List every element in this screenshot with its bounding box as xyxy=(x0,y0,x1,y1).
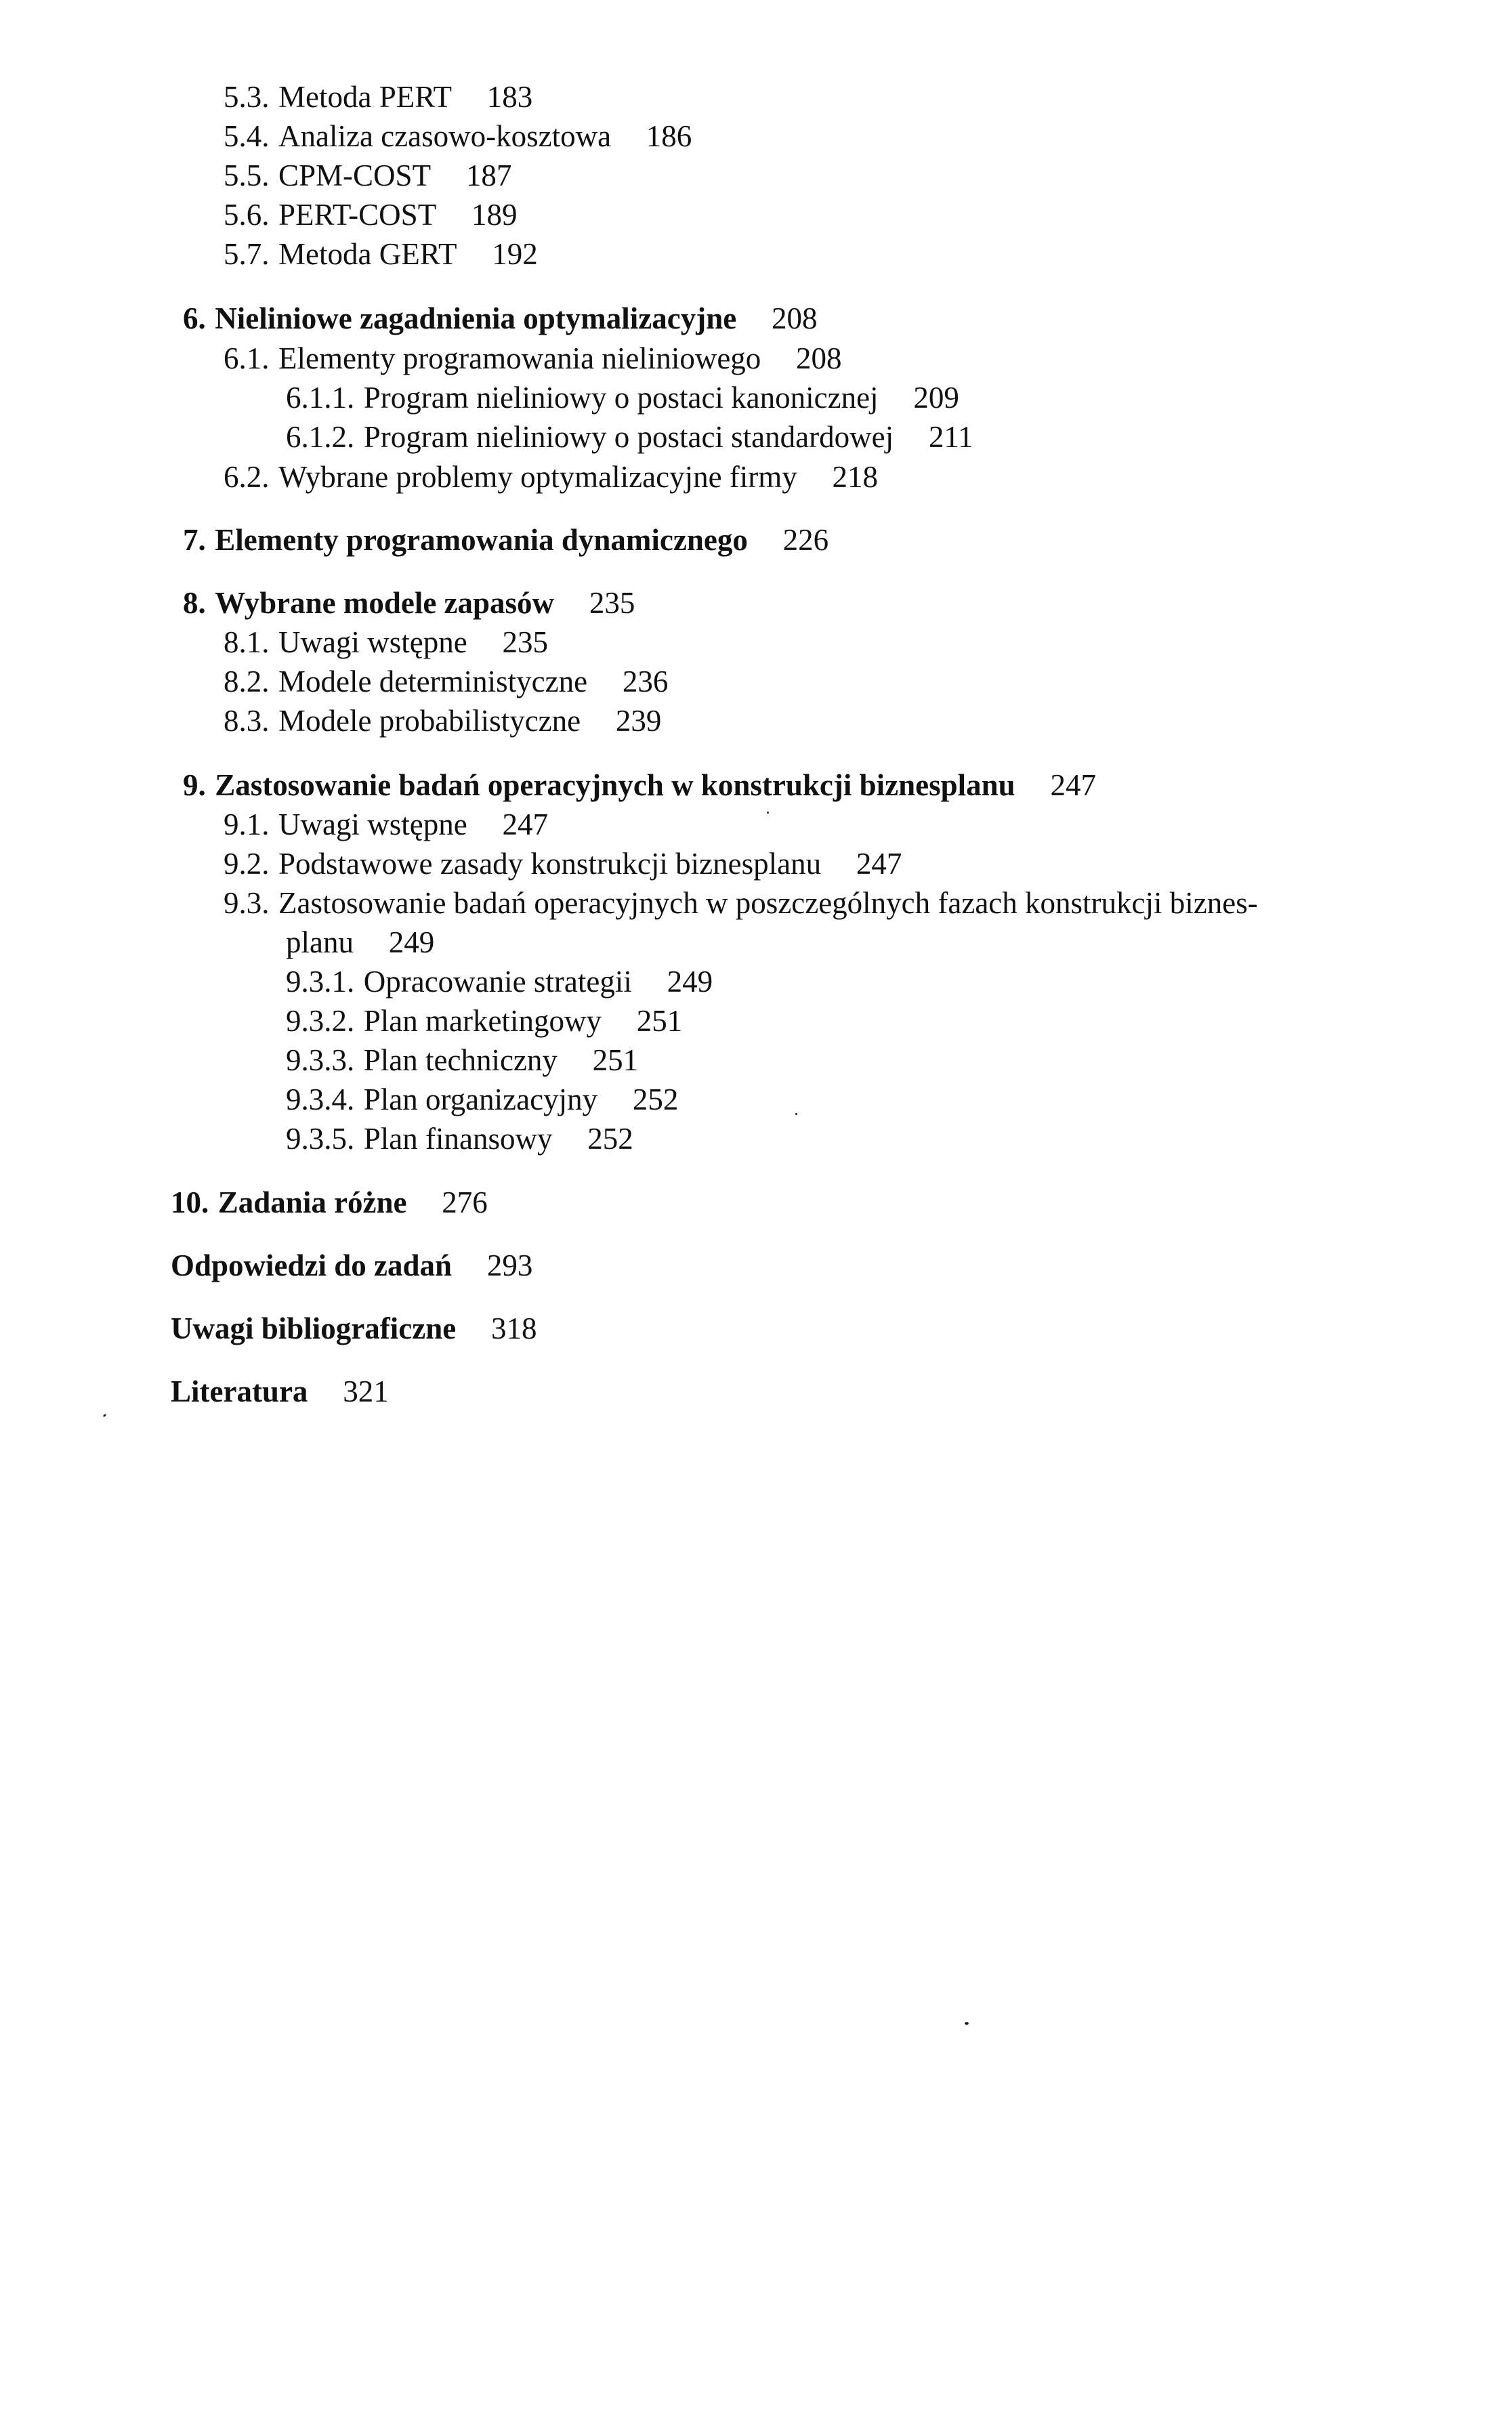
toc-page-number: 251 xyxy=(592,1043,639,1077)
toc-chapter-9 xyxy=(183,765,1096,805)
toc-page-number: 247 xyxy=(856,847,902,881)
toc-number: 9. xyxy=(183,768,206,802)
toc-page-number: 192 xyxy=(492,237,538,271)
toc-number: 6.1.2. xyxy=(286,420,355,454)
toc-number: 9.1. xyxy=(224,807,270,841)
toc-page-number: 247 xyxy=(1050,768,1096,802)
toc-number: 6.2. xyxy=(224,460,270,494)
toc-number: 5.7. xyxy=(224,237,270,271)
toc-number: 5.5. xyxy=(224,159,270,192)
toc-title: Wybrane modele zapasów xyxy=(215,586,555,620)
toc-page-number: 236 xyxy=(622,665,669,698)
toc-title: Nieliniowe zagadnienia optymalizacyjne xyxy=(215,301,737,335)
toc-number: 9.3.2. xyxy=(286,1004,355,1038)
toc-page-number: 211 xyxy=(928,420,973,454)
toc-page-number: 321 xyxy=(343,1374,389,1408)
toc-number: 6.1. xyxy=(224,341,270,375)
toc-title: Uwagi wstępne xyxy=(278,807,467,841)
toc-number: 9.3.3. xyxy=(286,1043,355,1077)
toc-entry-6-2 xyxy=(224,457,878,497)
toc-entry-9-3-4 xyxy=(286,1080,678,1119)
toc-entry-5-4 xyxy=(224,117,692,156)
toc-number: 9.3.4. xyxy=(286,1083,355,1116)
toc-page-number: 208 xyxy=(771,301,818,335)
toc-page-number: 293 xyxy=(486,1248,533,1282)
toc-entry-6-1-1 xyxy=(286,378,959,417)
toc-section-literature xyxy=(171,1372,389,1411)
toc-number: 8.3. xyxy=(224,704,270,738)
toc-page-number: 249 xyxy=(388,925,435,959)
toc-title: Zastosowanie badań operacyjnych w konstrukcji biznesplanu xyxy=(215,768,1015,802)
toc-title: Elementy programowania dynamicznego xyxy=(215,523,748,557)
toc-title: Plan techniczny xyxy=(363,1043,558,1077)
toc-chapter-8 xyxy=(183,583,635,623)
toc-page-number: 252 xyxy=(632,1083,679,1116)
toc-title: Uwagi bibliograficzne xyxy=(171,1311,457,1345)
toc-title: Plan marketingowy xyxy=(363,1004,602,1038)
toc-number: 5.6. xyxy=(224,198,270,232)
toc-title: Analiza czasowo-kosztowa xyxy=(278,119,612,153)
toc-chapter-10 xyxy=(171,1183,488,1222)
toc-page-number: 226 xyxy=(782,523,829,557)
toc-title: Modele deterministyczne xyxy=(278,665,588,698)
toc-page-number: 183 xyxy=(486,80,533,114)
toc-title: Uwagi wstępne xyxy=(278,625,467,659)
toc-page-number: 276 xyxy=(442,1185,488,1219)
toc-entry-9-3-1 xyxy=(286,962,713,1001)
toc-number: 8.2. xyxy=(224,665,270,698)
toc-entry-8-3 xyxy=(224,701,661,740)
toc-section-answers xyxy=(171,1246,532,1285)
toc-entry-8-2 xyxy=(224,662,668,701)
toc-number: 9.3.5. xyxy=(286,1122,355,1156)
toc-title: Modele probabilistyczne xyxy=(278,704,581,738)
toc-number: 10. xyxy=(171,1185,209,1219)
toc-chapter-7 xyxy=(183,520,828,560)
toc-entry-9-3-5 xyxy=(286,1119,633,1158)
toc-page-number: 235 xyxy=(502,625,548,659)
toc-page-number: 247 xyxy=(502,807,548,841)
toc-number: 9.3. xyxy=(224,886,270,920)
toc-number: 5.4. xyxy=(224,119,270,153)
toc-entry-9-3-3 xyxy=(286,1041,638,1080)
scan-speck xyxy=(965,2022,969,2025)
toc-title-line-2: planu xyxy=(286,925,354,959)
toc-page-number: 186 xyxy=(646,119,692,153)
toc-title: Odpowiedzi do zadań xyxy=(171,1248,453,1282)
toc-entry-5-6 xyxy=(224,195,517,234)
toc-title: Plan finansowy xyxy=(363,1122,553,1156)
scan-speck xyxy=(795,1113,797,1115)
toc-page-number: 252 xyxy=(587,1122,633,1156)
toc-title-line-1: Zastosowanie badań operacyjnych w poszczególnych fazach konstrukcji biznes- xyxy=(278,886,1258,920)
toc-page-number: 318 xyxy=(490,1311,537,1345)
toc-title: Wybrane problemy optymalizacyjne firmy xyxy=(278,460,797,494)
toc-page-number: 187 xyxy=(465,159,512,192)
toc-page-number: 189 xyxy=(471,198,518,232)
toc-title: Opracowanie strategii xyxy=(363,965,632,999)
toc-number: 6.1.1. xyxy=(286,381,355,415)
toc-page-number: 209 xyxy=(913,381,959,415)
toc-entry-6-1-2 xyxy=(286,417,973,457)
toc-title: Program nieliniowy o postaci kanonicznej xyxy=(363,381,879,415)
toc-number: 7. xyxy=(183,523,206,557)
toc-title: Zadania różne xyxy=(217,1185,407,1219)
toc-number: 8. xyxy=(183,586,206,620)
toc-title: Plan organizacyjny xyxy=(363,1083,598,1116)
toc-entry-9-3-2 xyxy=(286,1001,682,1041)
toc-entry-8-1 xyxy=(224,623,548,662)
toc-page-number: 208 xyxy=(796,341,842,375)
toc-entry-9-3-continuation xyxy=(286,923,434,962)
toc-title: PERT-COST xyxy=(278,198,437,232)
toc-title: Literatura xyxy=(171,1374,308,1408)
toc-page-number: 251 xyxy=(636,1004,683,1038)
toc-title: Program nieliniowy o postaci standardowej xyxy=(363,420,894,454)
toc-entry-6-1 xyxy=(224,339,842,378)
toc-page-number: 218 xyxy=(832,460,879,494)
toc-title: CPM-COST xyxy=(278,159,432,192)
toc-title: Elementy programowania nieliniowego xyxy=(278,341,761,375)
scan-speck xyxy=(103,1414,107,1418)
toc-page-number: 235 xyxy=(589,586,635,620)
toc-number: 9.3.1. xyxy=(286,965,355,999)
toc-entry-5-3 xyxy=(224,77,532,117)
toc-title: Podstawowe zasady konstrukcji biznesplanu xyxy=(278,847,822,881)
toc-entry-9-3 xyxy=(224,883,1258,923)
toc-section-bibliographic-notes xyxy=(171,1309,537,1348)
toc-entry-9-2 xyxy=(224,844,902,883)
toc-title: Metoda GERT xyxy=(278,237,457,271)
toc-page-number: 249 xyxy=(667,965,713,999)
toc-page-number: 239 xyxy=(615,704,662,738)
toc-chapter-6 xyxy=(183,299,817,338)
toc-entry-5-7 xyxy=(224,234,538,274)
toc-entry-5-5 xyxy=(224,156,511,195)
toc-number: 8.1. xyxy=(224,625,270,659)
scan-speck xyxy=(767,812,769,814)
toc-title: Metoda PERT xyxy=(278,80,453,114)
toc-number: 6. xyxy=(183,301,206,335)
toc-number: 5.3. xyxy=(224,80,270,114)
toc-number: 9.2. xyxy=(224,847,270,881)
toc-entry-9-1 xyxy=(224,805,548,844)
